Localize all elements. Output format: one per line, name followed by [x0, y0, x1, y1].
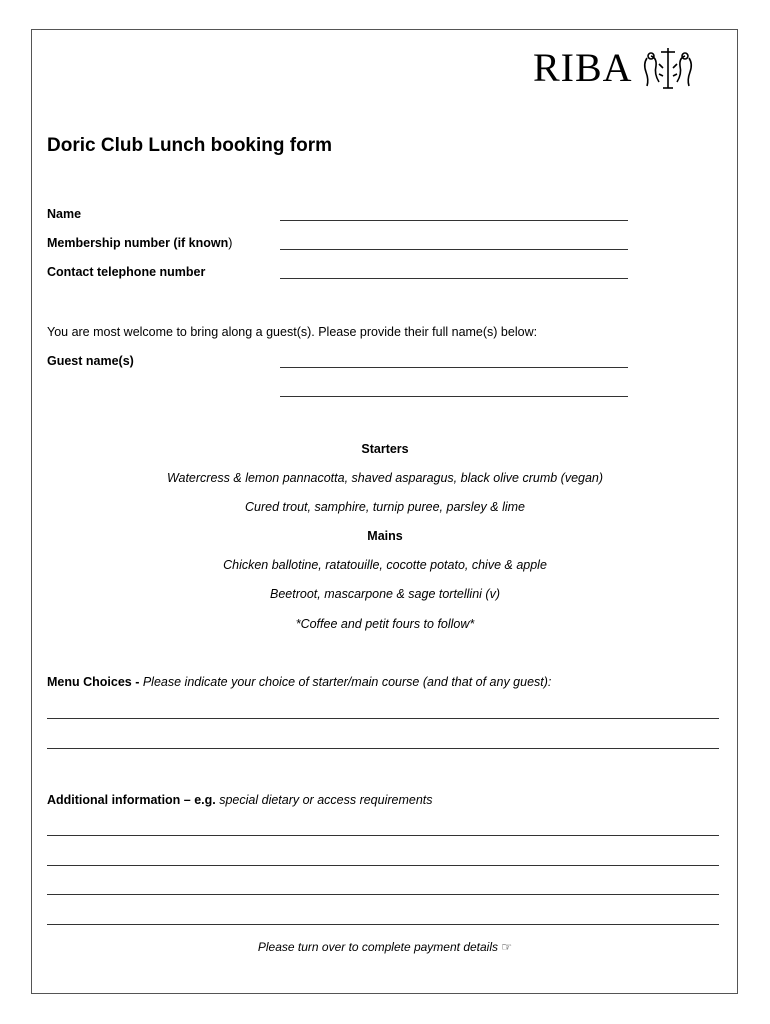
guest-label: Guest name(s): [47, 354, 134, 368]
footer-note: [0, 940, 770, 954]
menu-choices-prompt: [47, 675, 551, 689]
riba-logo: [533, 46, 697, 90]
starter-item: Cured trout, samphire, turnip puree, parsley & lime: [245, 500, 525, 514]
additional-info-field-2[interactable]: [47, 865, 719, 866]
guest-intro: You are most welcome to bring along a guest(s). Please provide their full name(s) below:: [47, 325, 538, 339]
membership-label: [47, 236, 232, 250]
main-item: Beetroot, mascarpone & sage tortellini (v): [270, 587, 500, 601]
membership-label-paren: ): [228, 236, 233, 250]
coffee-note: *Coffee and petit fours to follow*: [295, 617, 475, 631]
additional-info-field-4[interactable]: [47, 924, 719, 925]
name-label: Name: [47, 207, 82, 221]
telephone-label: Contact telephone number: [47, 265, 206, 279]
starters-heading: Starters: [361, 442, 409, 456]
guest-name-field-1[interactable]: [280, 367, 628, 368]
footer-text: Please turn over to complete payment details: [257, 940, 502, 954]
name-field[interactable]: [280, 220, 628, 221]
additional-info-label: Additional information – e.g.: [47, 793, 220, 807]
additional-info-prompt: [47, 793, 433, 807]
telephone-field[interactable]: [280, 278, 628, 279]
menu-choices-label: Menu Choices -: [47, 675, 143, 689]
membership-label-text: Membership number (if known: [47, 236, 229, 250]
mains-heading: Mains: [367, 529, 403, 543]
page-title: Doric Club Lunch booking form: [47, 135, 332, 156]
menu-choices-field-2[interactable]: [47, 748, 719, 749]
menu-choices-instruction: Please indicate your choice of starter/main course (and that of any guest):: [142, 675, 552, 689]
pointing-hand-icon: ☞: [501, 940, 513, 954]
riba-lions-crest-icon: [639, 46, 697, 90]
additional-info-field-1[interactable]: [47, 835, 719, 836]
additional-info-instruction: special dietary or access requirements: [219, 793, 433, 807]
main-item: Chicken ballotine, ratatouille, cocotte potato, chive & apple: [223, 558, 547, 572]
starter-item: Watercress & lemon pannacotta, shaved asparagus, black olive crumb (vegan): [166, 471, 604, 485]
guest-name-field-2[interactable]: [280, 396, 628, 397]
additional-info-field-3[interactable]: [47, 894, 719, 895]
menu-choices-field-1[interactable]: [47, 718, 719, 719]
membership-number-field[interactable]: [280, 249, 628, 250]
logo-text: RIBA: [533, 45, 633, 90]
